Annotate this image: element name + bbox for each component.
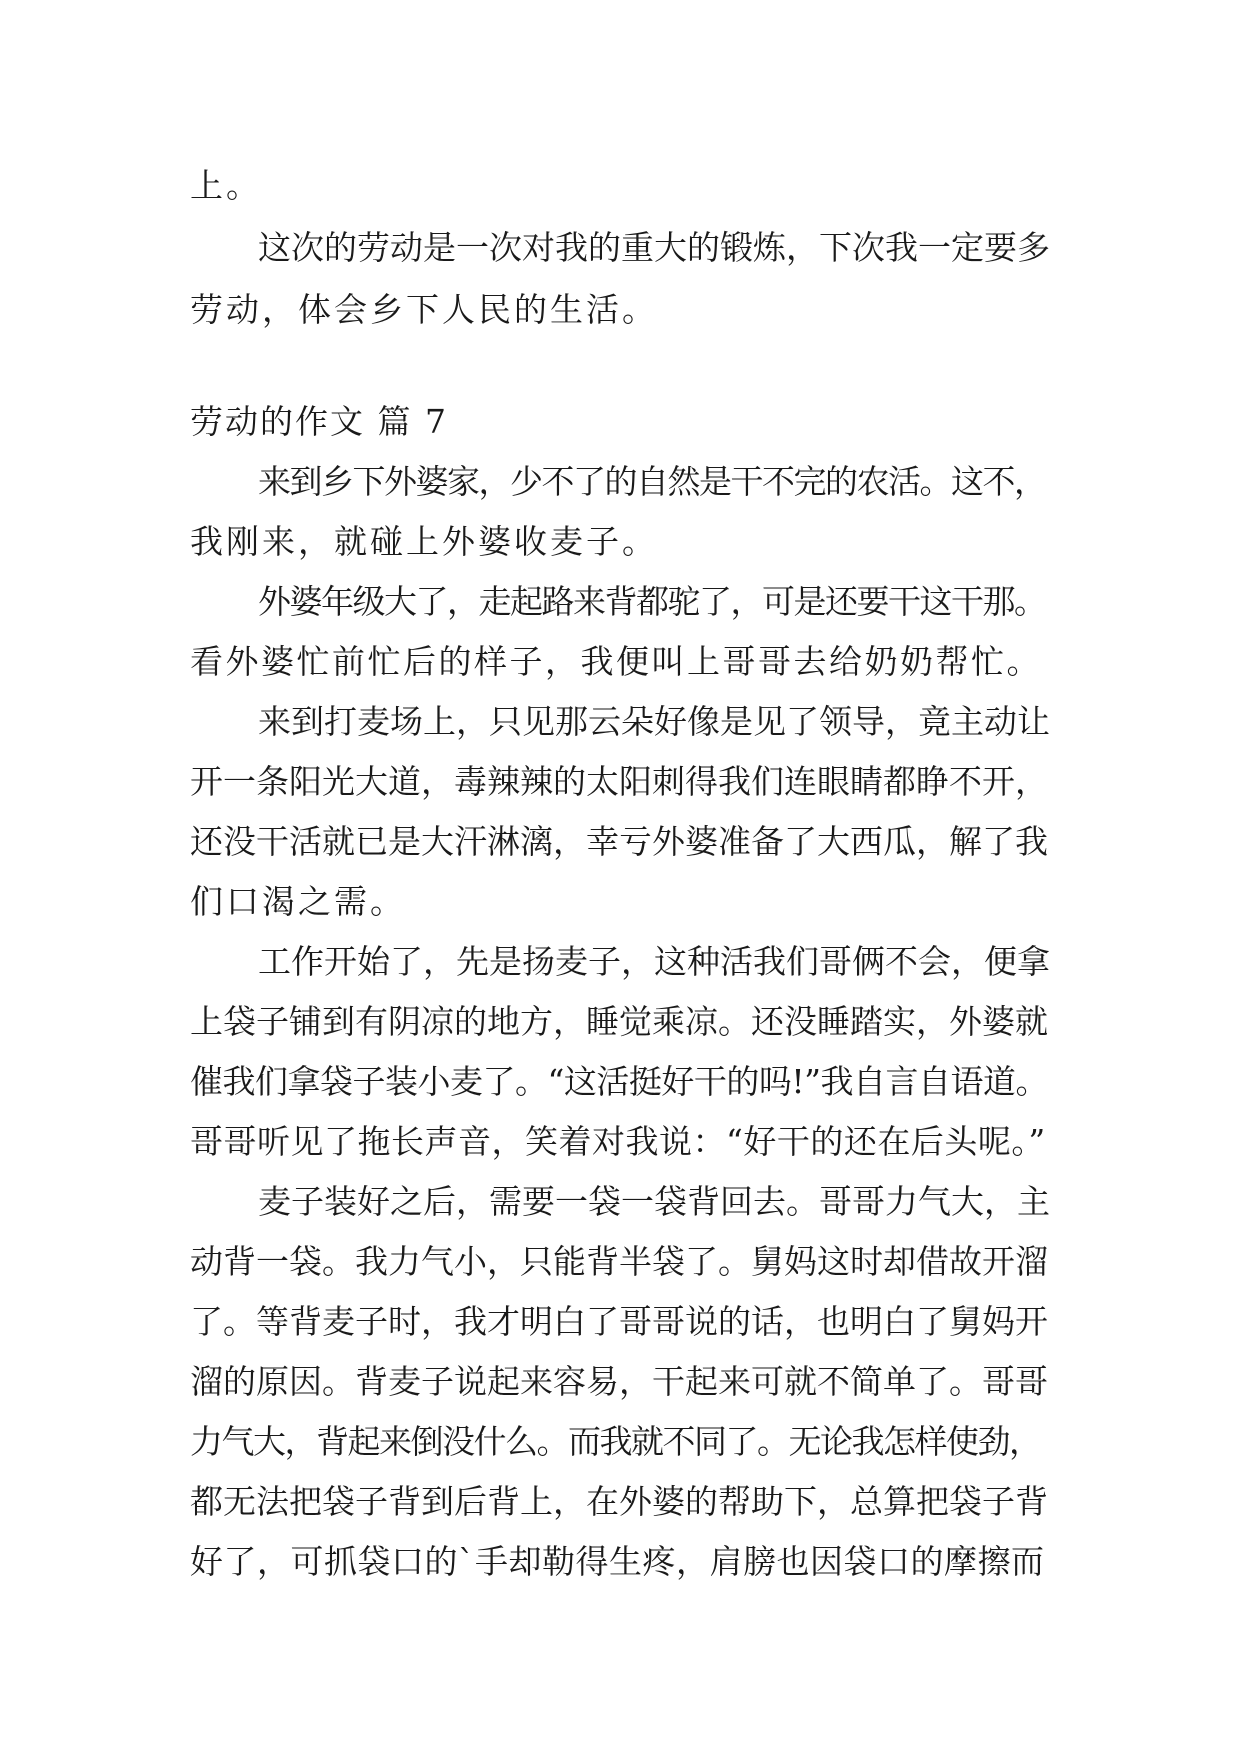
paragraph-line: 来到打麦场上，只见那云朵好像是见了领导，竟主动让	[258, 702, 1050, 741]
text-line: 溜的原因。背麦子说起来容易，干起来可就不简单了。哥哥	[190, 1362, 1048, 1401]
section-heading: 劳动的作文 篇 7	[190, 402, 448, 441]
text-line: 开一条阳光大道，毒辣辣的太阳刺得我们连眼睛都睁不开，	[190, 762, 1048, 801]
text-line: 看外婆忙前忙后的样子，我便叫上哥哥去给奶奶帮忙。	[190, 642, 1042, 681]
paragraph-line: 工作开始了，先是扬麦子，这种活我们哥俩不会，便拿	[258, 942, 1050, 981]
text-line: 好了，可抓袋口的`手却勒得生疼，肩膀也因袋口的摩擦而	[190, 1542, 1045, 1581]
paragraph-line: 麦子装好之后，需要一袋一袋背回去。哥哥力气大，主	[258, 1182, 1050, 1221]
text-line: 上。	[190, 166, 262, 205]
text-line: 们口渴之需。	[190, 882, 406, 921]
text-line: 都无法把袋子背到后背上，在外婆的帮助下，总算把袋子背	[190, 1482, 1048, 1521]
text-line: 哥哥听见了拖长声音，笑着对我说：“好干的还在后头呢。”	[190, 1122, 1046, 1161]
text-line: 我刚来，就碰上外婆收麦子。	[190, 522, 658, 561]
text-line: 劳动，体会乡下人民的生活。	[190, 290, 658, 329]
text-line: 动背一袋。我力气小，只能背半袋了。舅妈这时却借故开溜	[190, 1242, 1048, 1281]
text-line: 了。等背麦子时，我才明白了哥哥说的话，也明白了舅妈开	[190, 1302, 1048, 1341]
paragraph-line: 来到乡下外婆家，少不了的自然是干不完的农活。这不，	[258, 462, 1046, 501]
text-line: 上袋子铺到有阴凉的地方，睡觉乘凉。还没睡踏实，外婆就	[190, 1002, 1048, 1041]
text-line: 还没干活就已是大汗淋漓，幸亏外婆准备了大西瓜，解了我	[190, 822, 1048, 861]
paragraph-line: 外婆年级大了，走起路来背都驼了，可是还要干这干那。	[258, 582, 1046, 621]
text-line: 催我们拿袋子装小麦了。“这活挺好干的吗!”我自言自语道。	[190, 1062, 1049, 1101]
paragraph-line: 这次的劳动是一次对我的重大的锻炼，下次我一定要多	[258, 228, 1050, 267]
text-line: 力气大，背起来倒没什么。而我就不同了。无论我怎样使劲，	[190, 1422, 1041, 1461]
